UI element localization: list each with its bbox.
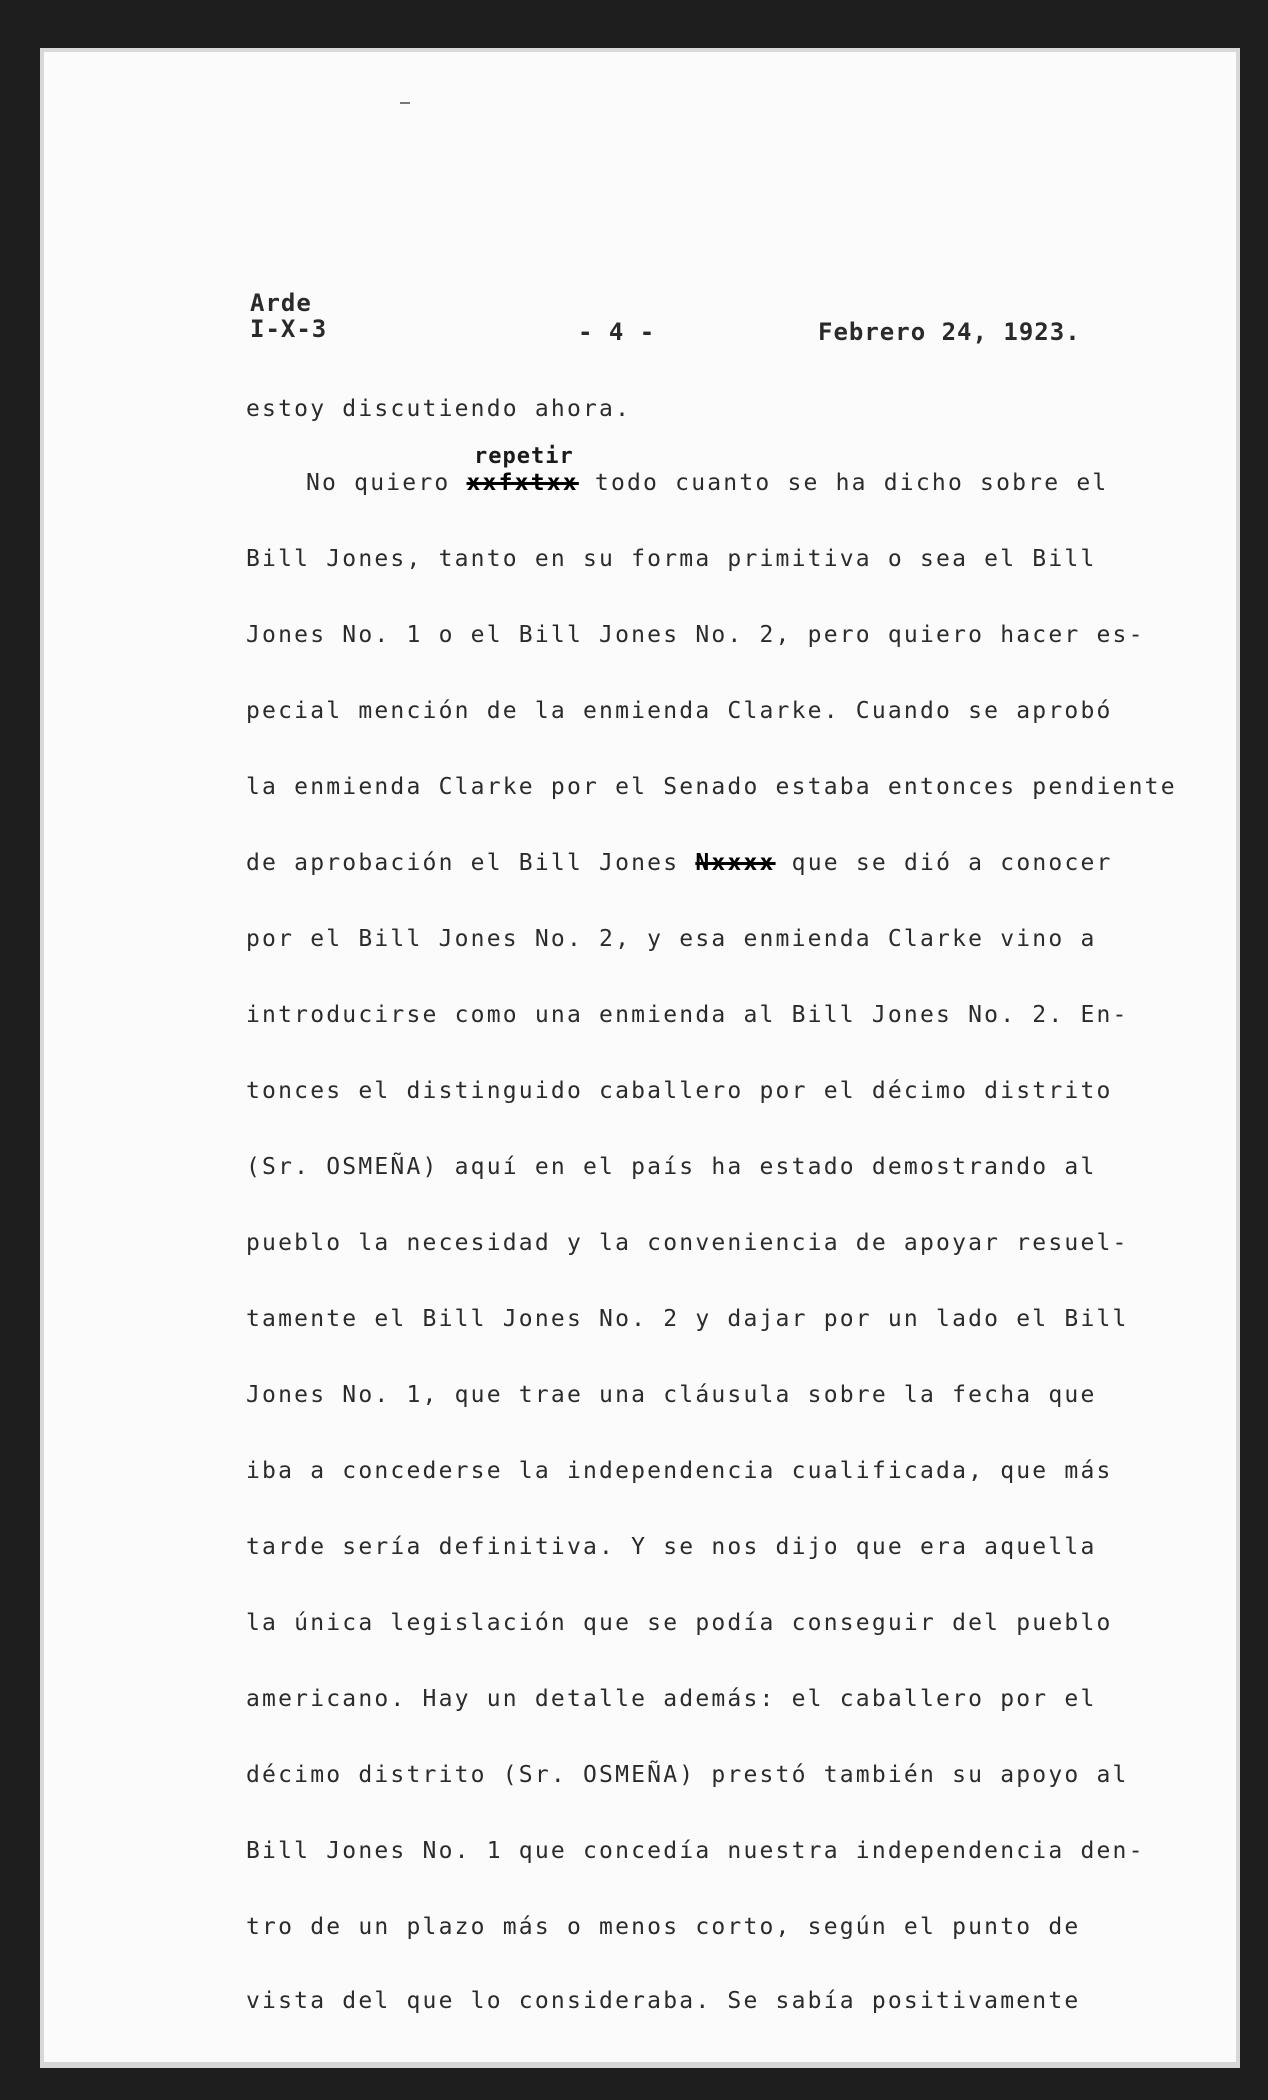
line-start: de aprobación el Bill Jones [246,850,680,876]
text-line-13: tamente el Bill Jones No. 2 y dajar por un lado el Bill [246,1306,1129,1332]
header-reference-line2: I-X-3 [250,315,328,343]
text-line-21: tro de un plazo más o menos corto, según el punto de [246,1914,1081,1940]
header-reference-line1: Arde [250,289,312,317]
line-remainder: todo cuanto se ha dicho sobre el [594,470,1109,496]
text-line-17: la única legislación que se podía conseguir del pueblo [246,1610,1113,1636]
text-line-15: iba a concederse la independencia cualificada, que más [246,1458,1113,1484]
text-line-11: (Sr. OSMEÑA) aquí en el país ha estado demostrando al [246,1154,1097,1180]
text-line-16: tarde sería definitiva. Y se nos dijo que era aquella [246,1534,1097,1560]
text-line-12: pueblo la necesidad y la conveniencia de apoyar resuel- [246,1230,1129,1256]
line-prefix: No quiero [306,470,451,496]
text-line-4: Jones No. 1 o el Bill Jones No. 2, pero quiero hacer es- [246,622,1145,648]
text-line-2 [306,470,1108,496]
text-line-20: Bill Jones No. 1 que concedía nuestra independencia den- [246,1838,1145,1864]
text-line-10: tonces el distinguido caballero por el décimo distrito [246,1078,1113,1104]
text-line-22: vista del que lo consideraba. Se sabía positivamente [246,1988,1081,2014]
handwritten-insertion: repetir [474,444,574,469]
page-mark [400,102,410,104]
header-reference [250,290,327,342]
text-line-19: décimo distrito (Sr. OSMEÑA) prestó también su apoyo al [246,1762,1129,1788]
document-page [44,52,1236,2062]
text-line-18: americano. Hay un detalle además: el caballero por el [246,1686,1097,1712]
header-date: Febrero 24, 1923. [818,318,1081,346]
text-line-9: introducirse como una enmienda al Bill Jones No. 2. En- [246,1002,1129,1028]
text-line-14: Jones No. 1, que trae una cláusula sobre la fecha que [246,1382,1097,1408]
text-line-7 [246,850,1113,876]
text-line-1: estoy discutiendo ahora. [246,396,632,422]
text-line-3: Bill Jones, tanto en su forma primitiva o sea el Bill [246,546,1097,572]
struck-word: xxfxtxx [466,470,579,496]
text-line-6: la enmienda Clarke por el Senado estaba entonces pendiente [246,774,1177,800]
struck-word: Nxxxx [695,850,776,876]
page-number: - 4 - [578,318,656,346]
line-end: que se dió a conocer [791,850,1113,876]
text-line-8: por el Bill Jones No. 2, y esa enmienda Clarke vino a [246,926,1097,952]
text-line-5: pecial mención de la enmienda Clarke. Cuando se aprobó [246,698,1113,724]
